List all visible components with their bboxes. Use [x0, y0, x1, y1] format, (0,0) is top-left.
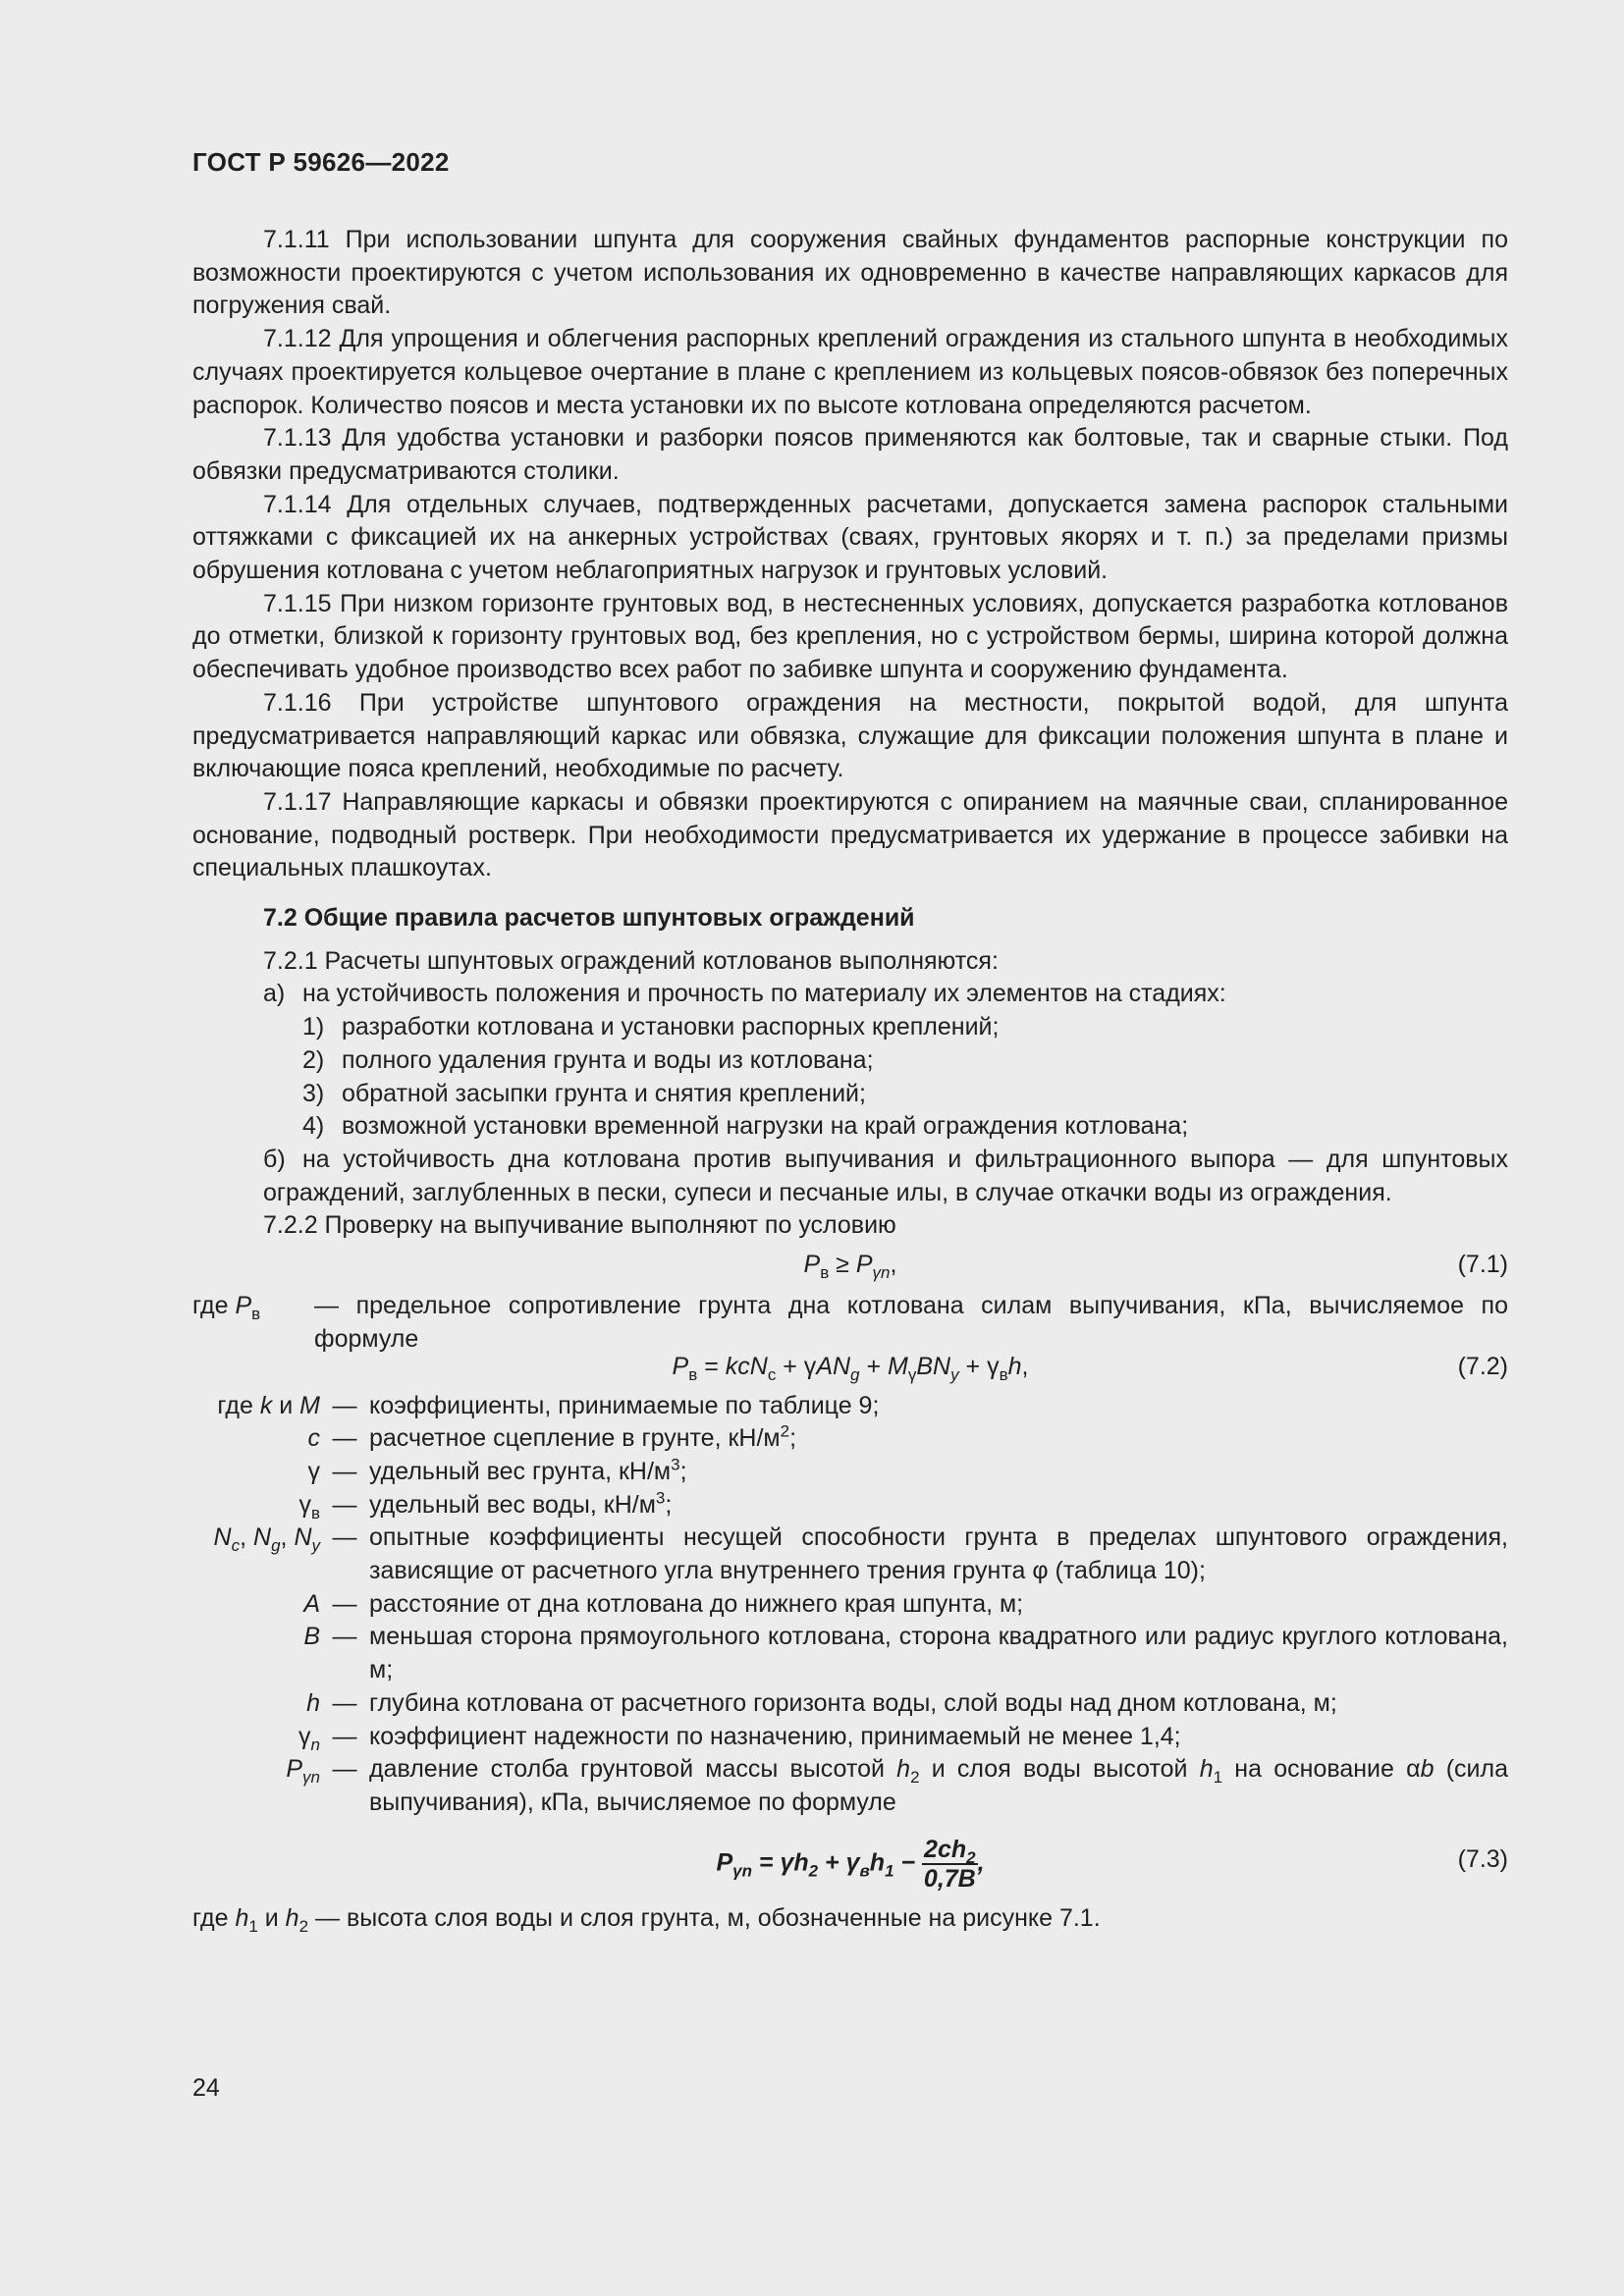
definition-symbol: $\gamma_n$ [298, 1722, 320, 1754]
definition-text: удельный вес воды, $кН/м^3$; [369, 1488, 673, 1519]
definition-symbol: $P_{\gamma n}$ [286, 1755, 320, 1788]
definition-h1-h2 [192, 1902, 1508, 1936]
list-text: возможной установки временной нагрузки на край ограждения котлована; [342, 1112, 1189, 1141]
definition-text: коэффициент надежности по назначению, принимаемый не менее 1,4; [369, 1722, 1181, 1750]
section-heading-7-2: 7.2 Общие правила расчетов шпунтовых ограждений [263, 904, 915, 933]
definition-symbol: где k и M [217, 1391, 320, 1419]
formula-7-2 [192, 1351, 1508, 1390]
definition-text: меньшая сторона прямоугольного котлована, сторона квадратного или радиус круглого котлована, м; [369, 1623, 1508, 1684]
definition-row: B — меньшая сторона прямоугольного котлована, сторона квадратного или радиус круглого котлована, м; [192, 1621, 1508, 1686]
list-text: полного удаления грунта и воды из котлована; [342, 1045, 874, 1074]
formula-number: (7.1) [1457, 1251, 1508, 1279]
definition-symbol: h [306, 1688, 320, 1717]
list-label: б) [263, 1145, 286, 1173]
definition-text: — предельное сопротивление грунта дна котлована силам выпучивания, кПа, вычисляемое по формуле [314, 1292, 1508, 1353]
list-item-a [192, 978, 1508, 1011]
definition-text: где $h_1$ и $h_2$ — высота слоя воды и слоя грунта, м, обозначенные на рисунке 7.1. [192, 1903, 1101, 1936]
list-text: на устойчивость положения и прочность по материалу их элементов на стадиях: [302, 980, 1226, 1008]
paragraph-7-1-11: 7.1.11 При использовании шпунта для сооружения свайных фундаментов распорные конструкции по возможности проектируются с учетом использования их одновременно в качестве направляющих каркасов для погружения свай. [192, 226, 1508, 320]
list-subitem [192, 1110, 1508, 1144]
definition-row: где k и M — коэффициенты, принимаемые по таблице 9; [192, 1390, 1508, 1423]
definition-text: расчетное сцепление в грунте, $кН/м^2$; [369, 1421, 797, 1453]
definition-text: удельный вес грунта, $кН/м^3$; [369, 1455, 687, 1485]
definition-symbol: A [303, 1589, 320, 1618]
list-subitem [192, 1044, 1508, 1078]
list-text: на устойчивость дна котлована против выпучивания и фильтрационного выпора — для шпунтовых ограждений, заглубленных в пески, супеси и песчаные илы, в случае откачки воды из ограждения. [263, 1145, 1508, 1206]
list-label: 2) [302, 1045, 325, 1074]
definition-symbol: c [307, 1424, 320, 1453]
list-subitem [192, 1078, 1508, 1111]
list-label: а) [263, 980, 286, 1008]
paragraph-7-2-1: 7.2.1 Расчеты шпунтовых ограждений котлованов выполняются: [263, 946, 999, 975]
formula-expression: $P_в \ge P_{\gamma n}$, [803, 1251, 897, 1283]
formula-number: (7.3) [1457, 1844, 1508, 1873]
definition-symbol: B [303, 1623, 320, 1651]
definition-row: $\gamma_n$ — коэффициент надежности по назначению, принимаемый не менее 1,4; [192, 1721, 1508, 1754]
paragraph-7-1-17: 7.1.17 Направляющие каркасы и обвязки проектируются с опиранием на маячные сваи, спланированное основание, подводный ростверк. При необходимости предусматривается их удержание в процессе забивки на специальных плашкоутах. [192, 787, 1508, 882]
definition-symbol: $N_c$, $N_g$, $N_y$ [213, 1523, 320, 1556]
definition-row: $P_{\gamma n}$ — давление столба грунтовой массы высотой $h_2$ и слоя воды высотой $h_1$ на основание αb (сила выпучивания), кПа, вычисляемое по формуле [192, 1753, 1508, 1819]
list-subitem [192, 1011, 1508, 1044]
list-item-b [192, 1144, 1508, 1209]
definition-row: h — глубина котлована от расчетного горизонта воды, слой воды над дном котлована, м; [192, 1687, 1508, 1721]
list-label: 4) [302, 1112, 325, 1141]
formula-expression: $P_{\gamma n} = \gamma h_2 + \gamma_вh_1$ − $\frac{2ch_2}{0,7B}$ , [716, 1835, 985, 1893]
definition-pv [192, 1290, 1508, 1356]
paragraph-7-1-12: 7.1.12 Для упрощения и облегчения распорных креплений ограждения из стального шпунта в необходимых случаях проектируется кольцевое очертание в плане с креплением из кольцевых поясов-обвязок без поперечных распорок. Количество поясов и места установки их по высоте котлована определяются расчетом. [192, 325, 1508, 419]
formula-7-1 [192, 1249, 1508, 1288]
definition-row: A — расстояние от дна котлована до нижнего края шпунта, м; [192, 1588, 1508, 1622]
fraction: $\frac{2ch_2}{0,7B}$ [923, 1835, 976, 1893]
paragraph-7-1-14: 7.1.14 Для отдельных случаев, подтвержденных расчетами, допускается замена распорок стальными оттяжками с фиксацией их на анкерных устройствах (сваях, грунтовых якорях и т. п.) за пределами призмы обрушения котлована с учетом неблагоприятных нагрузок и грунтовых условий. [192, 490, 1508, 585]
formula-expression: $P_в = kcN_c + \gamma AN_g + M_\gamma BN_y + \gamma_вh$, [672, 1352, 1029, 1384]
definition-text: глубина котлована от расчетного горизонта воды, слой воды над дном котлована, м; [369, 1688, 1337, 1717]
definition-text: коэффициенты, принимаемые по таблице 9; [369, 1391, 880, 1419]
formula-number: (7.2) [1457, 1352, 1508, 1380]
document-body [192, 224, 1508, 1935]
definition-text: расстояние от дна котлована до нижнего края шпунта, м; [369, 1589, 1024, 1618]
formula-7-3 [192, 1828, 1508, 1893]
paragraph-7-2-2: 7.2.2 Проверку на выпучивание выполняют по условию [263, 1211, 896, 1240]
list-text: обратной засыпки грунта и снятия креплений; [342, 1079, 866, 1107]
paragraph-7-1-15: 7.1.15 При низком горизонте грунтовых вод, в нестесненных условиях, допускается разработка котлованов до отметки, близкой к горизонту грунтовых вод, без крепления, но с устройством бермы, ширина которой должна обеспечивать удобное производство всех работ по забивке шпунта и сооружению фундамента. [192, 589, 1508, 684]
definition-text: давление столба грунтовой массы высотой $h_2$ и слоя воды высотой $h_1$ на основание αb (сила выпучивания), кПа, вычисляемое по формуле [369, 1755, 1508, 1816]
definition-row: $\gamma_в$ — удельный вес воды, $кН/м^3$; [192, 1489, 1508, 1522]
page-number: 24 [192, 2074, 220, 2102]
definition-row: c — расчетное сцепление в грунте, $кН/м^2$; [192, 1422, 1508, 1456]
definition-symbol: γ [307, 1457, 320, 1485]
definition-symbol: где $P_в$ [192, 1292, 261, 1324]
paragraph-7-1-13: 7.1.13 Для удобства установки и разборки поясов применяются как болтовые, так и сварные стыки. Под обвязки предусматриваются столики. [192, 424, 1508, 485]
definition-row: $N_c$, $N_g$, $N_y$ — опытные коэффициенты несущей способности грунта в пределах шпунтового ограждения, зависящие от расчетного угла внутреннего трения грунта φ (таблица 10); [192, 1522, 1508, 1587]
definition-symbol: $\gamma_в$ [298, 1490, 320, 1522]
definition-row: γ — удельный вес грунта, $кН/м^3$; [192, 1456, 1508, 1489]
document-header: ГОСТ Р 59626—2022 [192, 147, 450, 177]
list-label: 1) [302, 1013, 325, 1041]
paragraph-7-1-16: 7.1.16 При устройстве шпунтового ограждения на местности, покрытой водой, для шпунта предусматривается направляющий каркас или обвязка, служащие для фиксации положения шпунта в плане и включающие пояса креплений, необходимые по расчету. [192, 688, 1508, 783]
list-text: разработки котлована и установки распорных креплений; [342, 1013, 1000, 1041]
definition-text: опытные коэффициенты несущей способности грунта в пределах шпунтового ограждения, зависящие от расчетного угла внутреннего трения грунта φ (таблица 10); [369, 1523, 1508, 1585]
list-label: 3) [302, 1079, 325, 1107]
